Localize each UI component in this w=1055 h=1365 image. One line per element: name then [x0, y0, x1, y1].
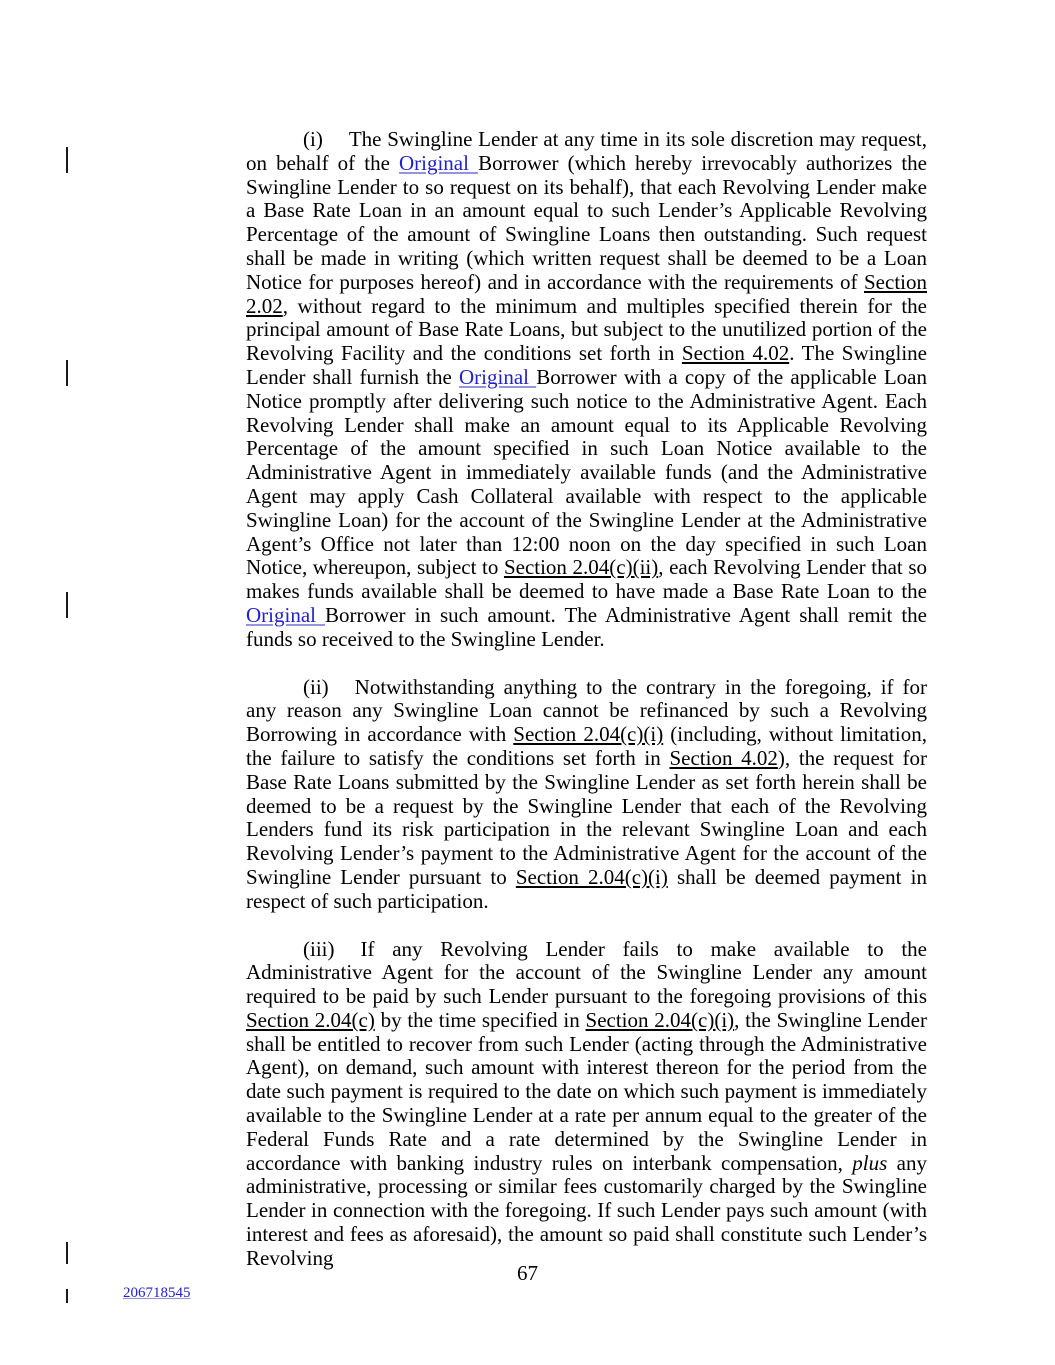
- text-run: by the time specified in: [374, 1007, 586, 1032]
- hyperlink-original[interactable]: Original: [398, 150, 479, 175]
- section-reference: Section 4.02: [669, 745, 778, 770]
- section-reference: Section 2.04(c)(i): [515, 864, 668, 889]
- text-run: (ii): [303, 674, 329, 699]
- revision-change-bar: [66, 1242, 68, 1264]
- text-run: any administrative, processing or similar fees customarily charged by the Swingline Lender in connection with the foregoing. If such Lender pays such amount (with interest and fees as aforesaid), the amount so paid shall constitute such Lender’s Revolving: [246, 1150, 927, 1270]
- section-reference: Section 4.02: [681, 341, 790, 366]
- text-run: Borrower (which hereby irrevocably authorizes the Swingline Lender to so request on its behalf), that each Revolving Lender make a Base Rate Loan in an amount equal to such Lender’s Applicable Revolving Percentage of the amount of Swingline Loans then outstanding. Such request shall be made in writing (which written request shall be deemed to be a Loan Notice for purposes hereof) and in accordance with the requirements of: [246, 150, 927, 294]
- text-run: The Swingline Lender at any time in its sole discretion may request, on behalf of the: [246, 127, 927, 175]
- text-run: . The Swingline Lender shall furnish the: [246, 341, 927, 389]
- text-run: Borrower in such amount. The Administrative Agent shall remit the funds so received to the Swingline Lender.: [246, 602, 927, 651]
- revision-change-bar: [66, 592, 68, 618]
- revision-change-bar: [66, 147, 68, 173]
- section-reference: Section 2.04(c)(i): [585, 1007, 735, 1032]
- section-reference: Section 2.04(c)(ii): [503, 555, 659, 580]
- text-run: Notwithstanding anything to the contrary in the foregoing, if for any reason any Swingline Loan cannot be refinanced by such a Revolving Borrowing in accordance with: [246, 674, 927, 747]
- text-run: ), the request for Base Rate Loans submitted by the Swingline Lender as set forth herein shall be deemed to be a request by the Swingline Lender that each of the Revolving Lenders fund its risk participation in the relevant Swingline Loan and each Revolving Lender’s payment to the Administrative Agent for the account of the Swingline Lender pursuant to: [246, 745, 928, 889]
- section-reference: Section 2.04(c)(i): [513, 722, 664, 747]
- paragraph-i: [246, 128, 927, 652]
- footer-document-id-link[interactable]: 206718545: [123, 1285, 191, 1301]
- revision-change-bar: [66, 360, 68, 386]
- text-run: (i): [303, 127, 323, 151]
- hyperlink-original[interactable]: Original: [459, 364, 537, 389]
- text-run: If any Revolving Lender fails to make available to the Administrative Agent for the account of the Swingline Lender any amount required to be paid by such Lender pursuant to the foregoing provisions of this: [246, 936, 927, 1009]
- text-run: (iii): [303, 936, 335, 961]
- text-run: Borrower with a copy of the applicable Loan Notice promptly after delivering such notice to the Administrative Agent. Each Revolving Lender shall make an amount equal to its Applicable Revolving Percentage of the amount specified in such Loan Notice available to the Administrative Agent in immediately available funds (and the Administrative Agent may apply Cash Collateral available with respect to the applicable Swingline Loan) for the account of the Swingline Lender at the Administrative Agent’s Office not later than 12:00 noon on the day specified in such Loan Notice, whereupon, subject to: [246, 364, 927, 580]
- section-reference: Section 2.04(c): [246, 1007, 375, 1032]
- paragraph-iii: [246, 938, 927, 1271]
- text-run: , each Revolving Lender that so makes funds available shall be deemed to have made a Base Rate Loan to the: [246, 555, 927, 604]
- document-text: [246, 128, 927, 1295]
- revision-change-bar: [66, 1289, 68, 1303]
- section-reference: Section 2.02: [246, 269, 927, 318]
- page-number: 67: [517, 1261, 538, 1285]
- text-run: , the Swingline Lender shall be entitled to recover from such Lender (acting through the Administrative Agent), on demand, such amount with interest thereon for the period from the date such payment is required to the date on which such payment is immediately available to the Swingline Lender at a rate per annum equal to the greater of the Federal Funds Rate and a rate determined by the Swingline Lender in accordance with banking industry rules on interbank compensation,: [246, 1007, 927, 1175]
- paragraph-ii: [246, 676, 927, 914]
- text-run: shall be deemed payment in respect of such participation.: [246, 864, 927, 913]
- text-run: (including, without limitation, the failure to satisfy the conditions set forth in: [246, 722, 927, 770]
- text-run-italic: plus: [852, 1150, 888, 1175]
- text-run: , without regard to the minimum and multiples specified therein for the principal amount of Base Rate Loans, but subject to the unutilized portion of the Revolving Facility and the conditions set forth in: [246, 293, 927, 366]
- hyperlink-original[interactable]: Original: [246, 602, 326, 627]
